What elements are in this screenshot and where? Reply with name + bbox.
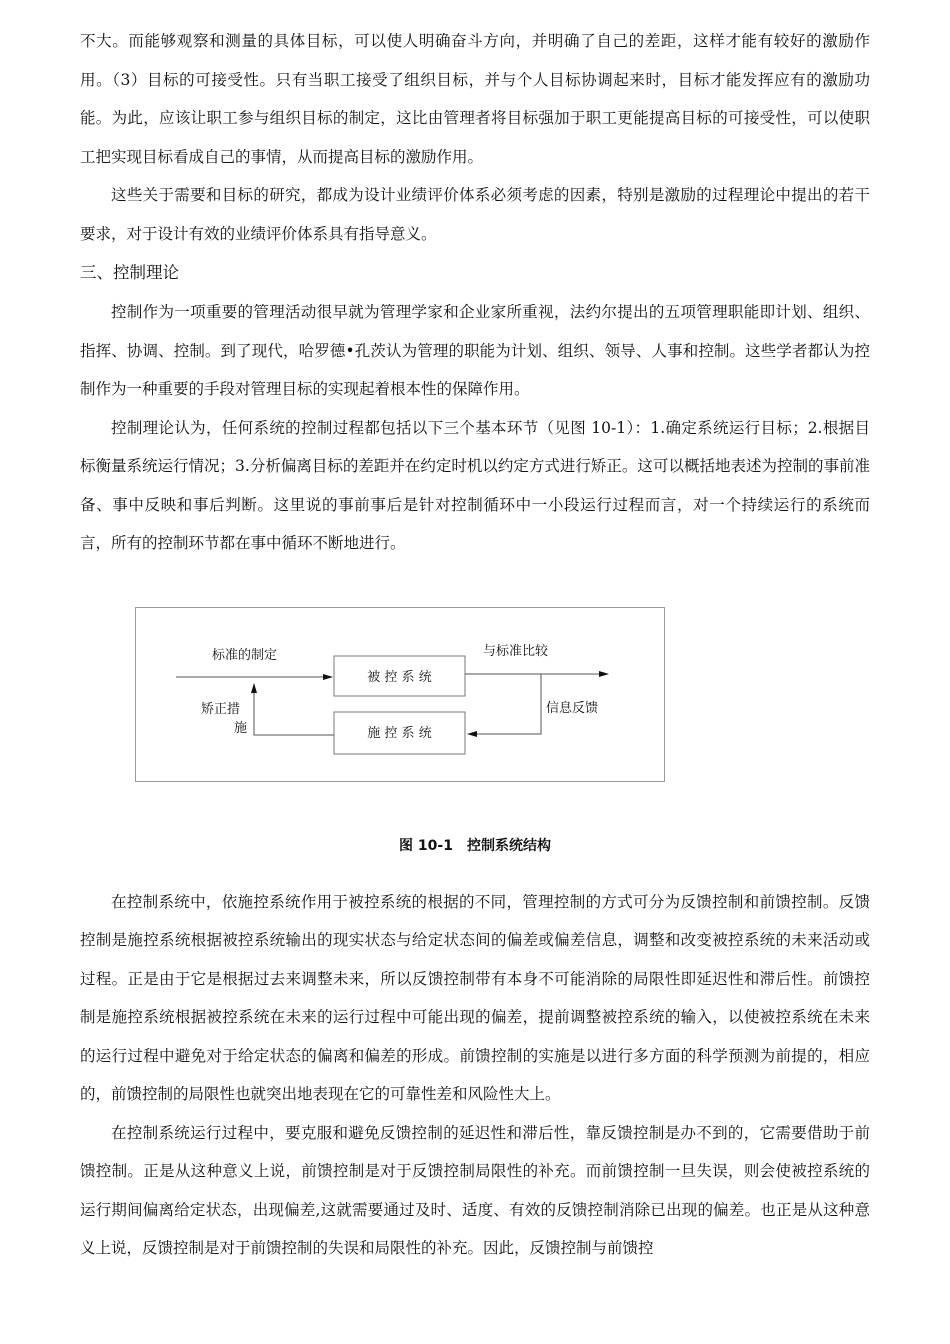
paragraph-feedback-feedforward: 在控制系统中，依施控系统作用于被控系统的根据的不同，管理控制的方式可分为反馈控制和前馈控制。反馈控制是施控系统根据被控系统输出的现实状态与给定状态间的偏差或偏差信息，调整和改变被控系统的未来活动或过程。正是由于它是根据过去来调整未来，所以反馈控制带有本身不可能消除的局限性即延迟性和滞后性。前馈控制是施控系统根据被控系统在未来的运行过程中可能出现的偏差，提前调整被控系统的输入，以使被控系统在未来的运行过程中避免对于给定状态的偏离和偏差的形成。前馈控制的实施是以进行多方面的科学预测为前提的，相应的，前馈控制的局限性也就突出地表现在它的可靠性差和风险性大上。 — [80, 892, 870, 1103]
section-heading-control-theory: 三、控制理论 — [80, 263, 179, 282]
controlled-system-label: 被 控 系 统 — [367, 669, 432, 685]
paragraph-control-management: 控制作为一项重要的管理活动很早就为管理学家和企业家所重视，法约尔提出的五项管理职能即计划、组织、指挥、协调、控制。到了现代，哈罗德•孔茨认为管理的职能为计划、组织、领导、人事和控制。这些学者都认为控制作为一种重要的手段对管理目标的实现起着根本性的保障作用。 — [80, 303, 870, 398]
paragraph-control-process: 控制理论认为，任何系统的控制过程都包括以下三个基本环节（见图 10-1）：1.确定系统运行目标；2.根据目标衡量系统运行情况；3.分析偏离目标的差距并在约定时机以约定方式进行矫正。这可以概括地表述为控制的事前准备、事中反映和事后判断。这里说的事前事后是针对控制循环中一小段运行过程而言，对一个持续运行的系统而言，所有的控制环节都在事中循环不断地进行。 — [80, 418, 870, 552]
figure-caption: 图 10-1 控制系统结构 — [399, 837, 551, 854]
figure-control-system — [80, 563, 870, 883]
feedback-arrow — [468, 674, 541, 734]
compare-standard-label: 与标准比较 — [483, 643, 549, 659]
figure-frame — [135, 607, 665, 782]
document-page — [80, 22, 870, 1268]
correction-label-line2: 施 — [234, 720, 248, 736]
paragraph-goal-acceptability: 不大。而能够观察和测量的具体目标，可以使人明确奋斗方向，并明确了自己的差距，这样才能有较好的激励作用。（3）目标的可接受性。只有当职工接受了组织目标，并与个人目标协调起来时，目标才能发挥应有的激励功能。为此，应该让职工参与组织目标的制定，这比由管理者将目标强加于职工更能提高目标的可接受性，可以使职工把实现目标看成自己的事情，从而提高目标的激励作用。 — [80, 32, 870, 166]
paragraph-needs-and-goals: 这些关于需要和目标的研究，都成为设计业绩评价体系必须考虑的因素，特别是激励的过程理论中提出的若干要求，对于设计有效的业绩评价体系具有指导意义。 — [80, 186, 870, 243]
paragraph-complementary-control: 在控制系统运行过程中，要克服和避免反馈控制的延迟性和滞后性，靠反馈控制是办不到的，它需要借助于前馈控制。正是从这种意义上说，前馈控制是对于反馈控制局限性的补充。而前馈控制一旦失误，则会使被控系统的运行期间偏离给定状态，出现偏差,这就需要通过及时、适度、有效的反馈控制消除已出现的偏差。也正是从这种意义上说，反馈控制是对于前馈控制的失误和局限性的补充。因此，反馈控制与前馈控 — [80, 1123, 870, 1257]
control-system-diagram — [136, 608, 666, 783]
controller-system-label: 施 控 系 统 — [367, 725, 432, 741]
feedback-label: 信息反馈 — [546, 700, 599, 716]
correction-arrow — [254, 684, 334, 735]
standard-setting-label: 标准的制定 — [212, 647, 278, 663]
correction-label-line1: 矫正措 — [201, 701, 241, 717]
